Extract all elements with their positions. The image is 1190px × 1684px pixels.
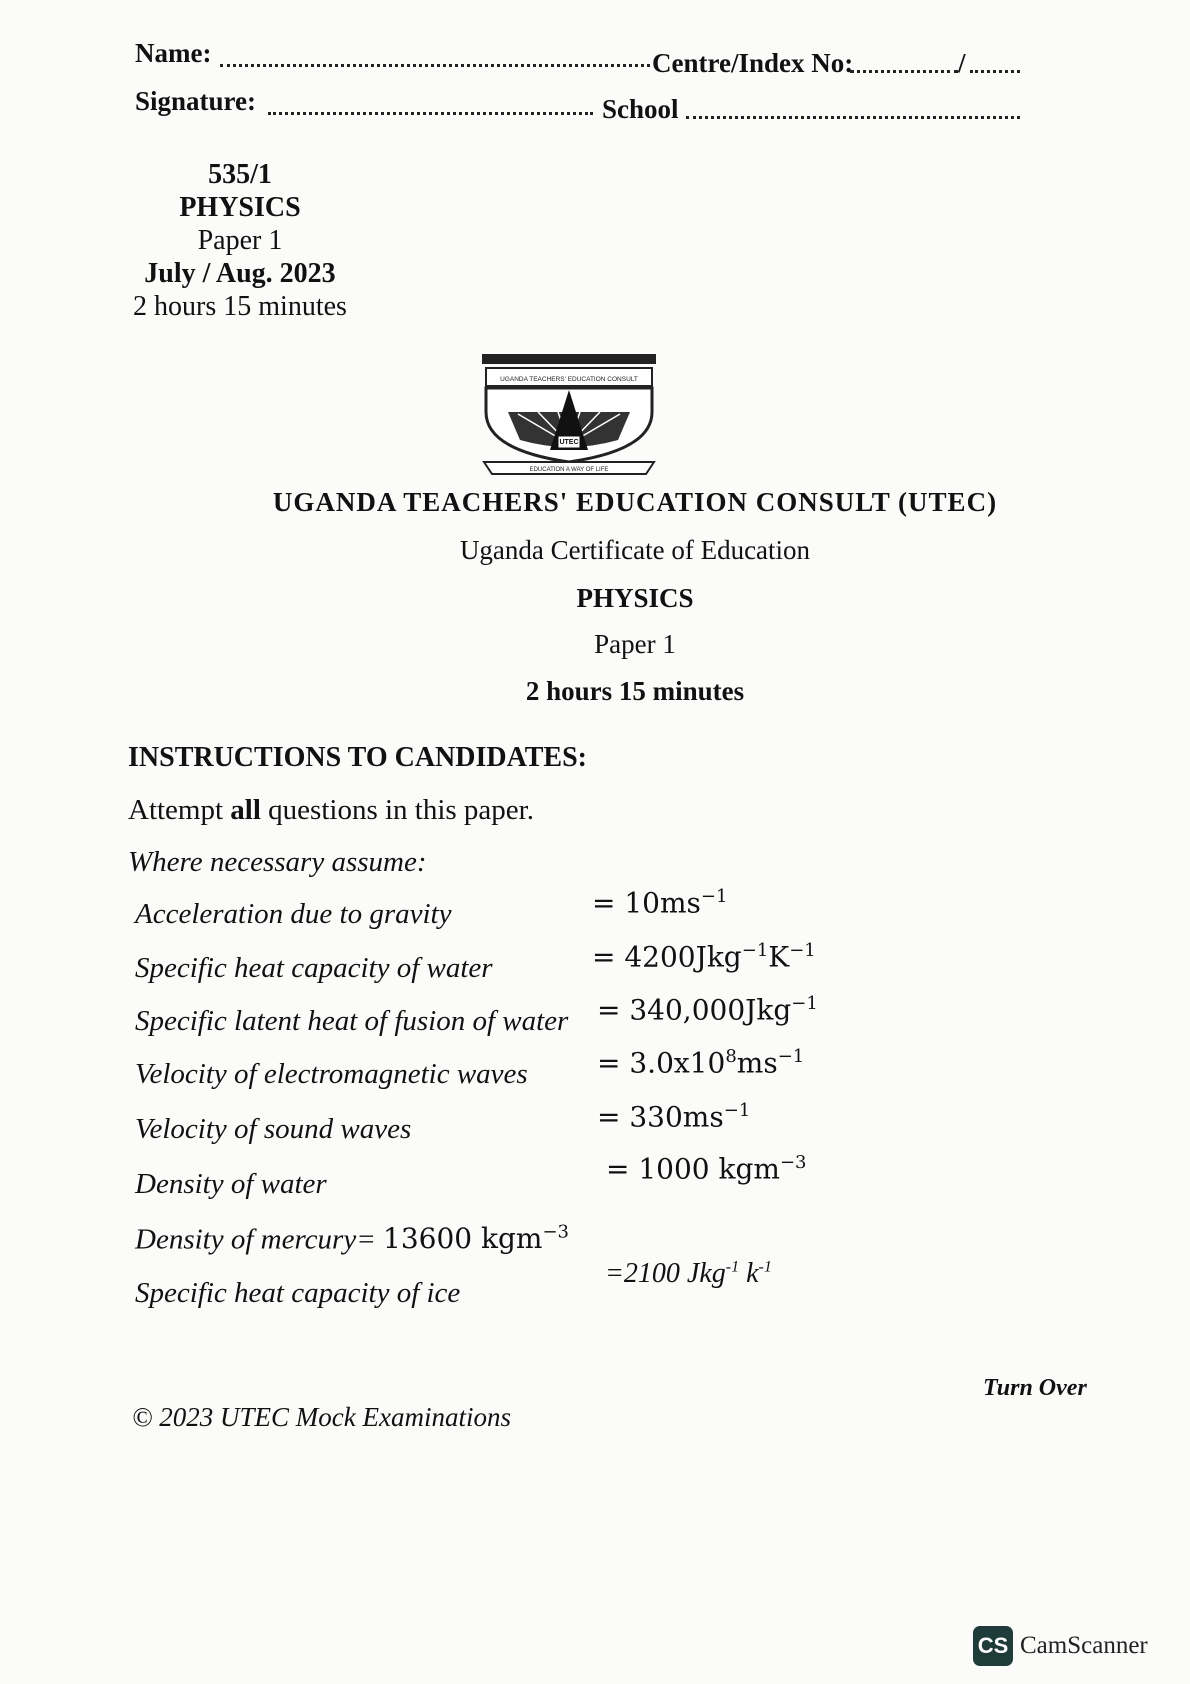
constant-name: Density of water	[135, 1168, 327, 1200]
paper-date: July / Aug. 2023	[144, 258, 336, 289]
school-field-line[interactable]	[686, 116, 1020, 119]
constant-value: =2100 Jkg$^{-1}$ $k^{-1}$	[605, 1258, 772, 1289]
utec-crest-logo	[478, 350, 660, 478]
paper-number: Paper 1	[197, 225, 283, 256]
attempt-text-bold: all	[230, 794, 261, 826]
camscanner-logo-icon: CS	[973, 1626, 1013, 1666]
constant-value: = 340,000Jkg$^{-1}$	[597, 993, 818, 1027]
camscanner-label: CamScanner	[1020, 1632, 1148, 1659]
centre-index-separator: /	[958, 48, 966, 78]
instructions-heading: INSTRUCTIONS TO CANDIDATES:	[128, 742, 588, 773]
turn-over-note: Turn Over	[983, 1375, 1087, 1401]
crest-top-bar	[482, 354, 656, 364]
constant-name: Density of mercury= 13600 kgm$^{-3}$	[135, 1222, 569, 1256]
constant-name: Specific latent heat of fusion of water	[135, 1005, 569, 1037]
attempt-text-pre: Attempt	[128, 794, 231, 826]
index-number-line[interactable]	[970, 70, 1020, 73]
exam-paper-title: Paper 1	[594, 629, 676, 659]
constant-value: = 1000 kgm$^{-3}$	[606, 1152, 807, 1186]
crest-motto: EDUCATION A WAY OF LIFE	[529, 467, 609, 473]
centre-index-label: Centre/Index No:	[652, 48, 854, 78]
organization-title: UGANDA TEACHERS' EDUCATION CONSULT (UTEC)	[272, 487, 998, 517]
paper-subject: PHYSICS	[179, 192, 301, 223]
constant-name: Specific heat capacity of water	[135, 952, 493, 984]
name-label: Name:	[135, 38, 212, 68]
constant-name: Velocity of sound waves	[135, 1113, 412, 1145]
paper-info-block	[105, 158, 375, 323]
constant-name: Velocity of electromagnetic waves	[135, 1058, 528, 1090]
name-field-line[interactable]	[220, 64, 650, 67]
signature-label: Signature:	[135, 86, 257, 116]
constant-value: = $10ms^{-1}$	[592, 886, 728, 920]
crest-monogram: UTEC	[559, 439, 579, 446]
constant-value: = $330ms^{-1}$	[597, 1100, 751, 1134]
certificate-title: Uganda Certificate of Education	[459, 535, 811, 565]
attempt-instruction	[128, 794, 534, 827]
attempt-text-post: questions in this paper.	[260, 794, 534, 826]
assume-instruction: Where necessary assume:	[128, 846, 427, 878]
constant-name: Specific heat capacity of ice	[135, 1277, 461, 1309]
constant-value: = $3.0x10^8ms^{-1}$	[597, 1046, 805, 1080]
centre-number-line[interactable]	[850, 70, 958, 73]
constant-value: = $4200Jkg^{-1}K^{-1}$	[592, 940, 816, 974]
exam-subject-title: PHYSICS	[576, 583, 694, 613]
paper-code: 535/1	[208, 159, 272, 190]
paper-duration: 2 hours 15 minutes	[133, 291, 347, 322]
exam-duration-title: 2 hours 15 minutes	[525, 676, 745, 706]
school-label: School	[602, 94, 679, 124]
constant-name: Acceleration due to gravity	[135, 898, 452, 930]
copyright-notice: © 2023 UTEC Mock Examinations	[132, 1402, 511, 1432]
crest-banner-text: UGANDA TEACHERS' EDUCATION CONSULT	[500, 376, 638, 383]
signature-field-line[interactable]	[268, 112, 593, 115]
